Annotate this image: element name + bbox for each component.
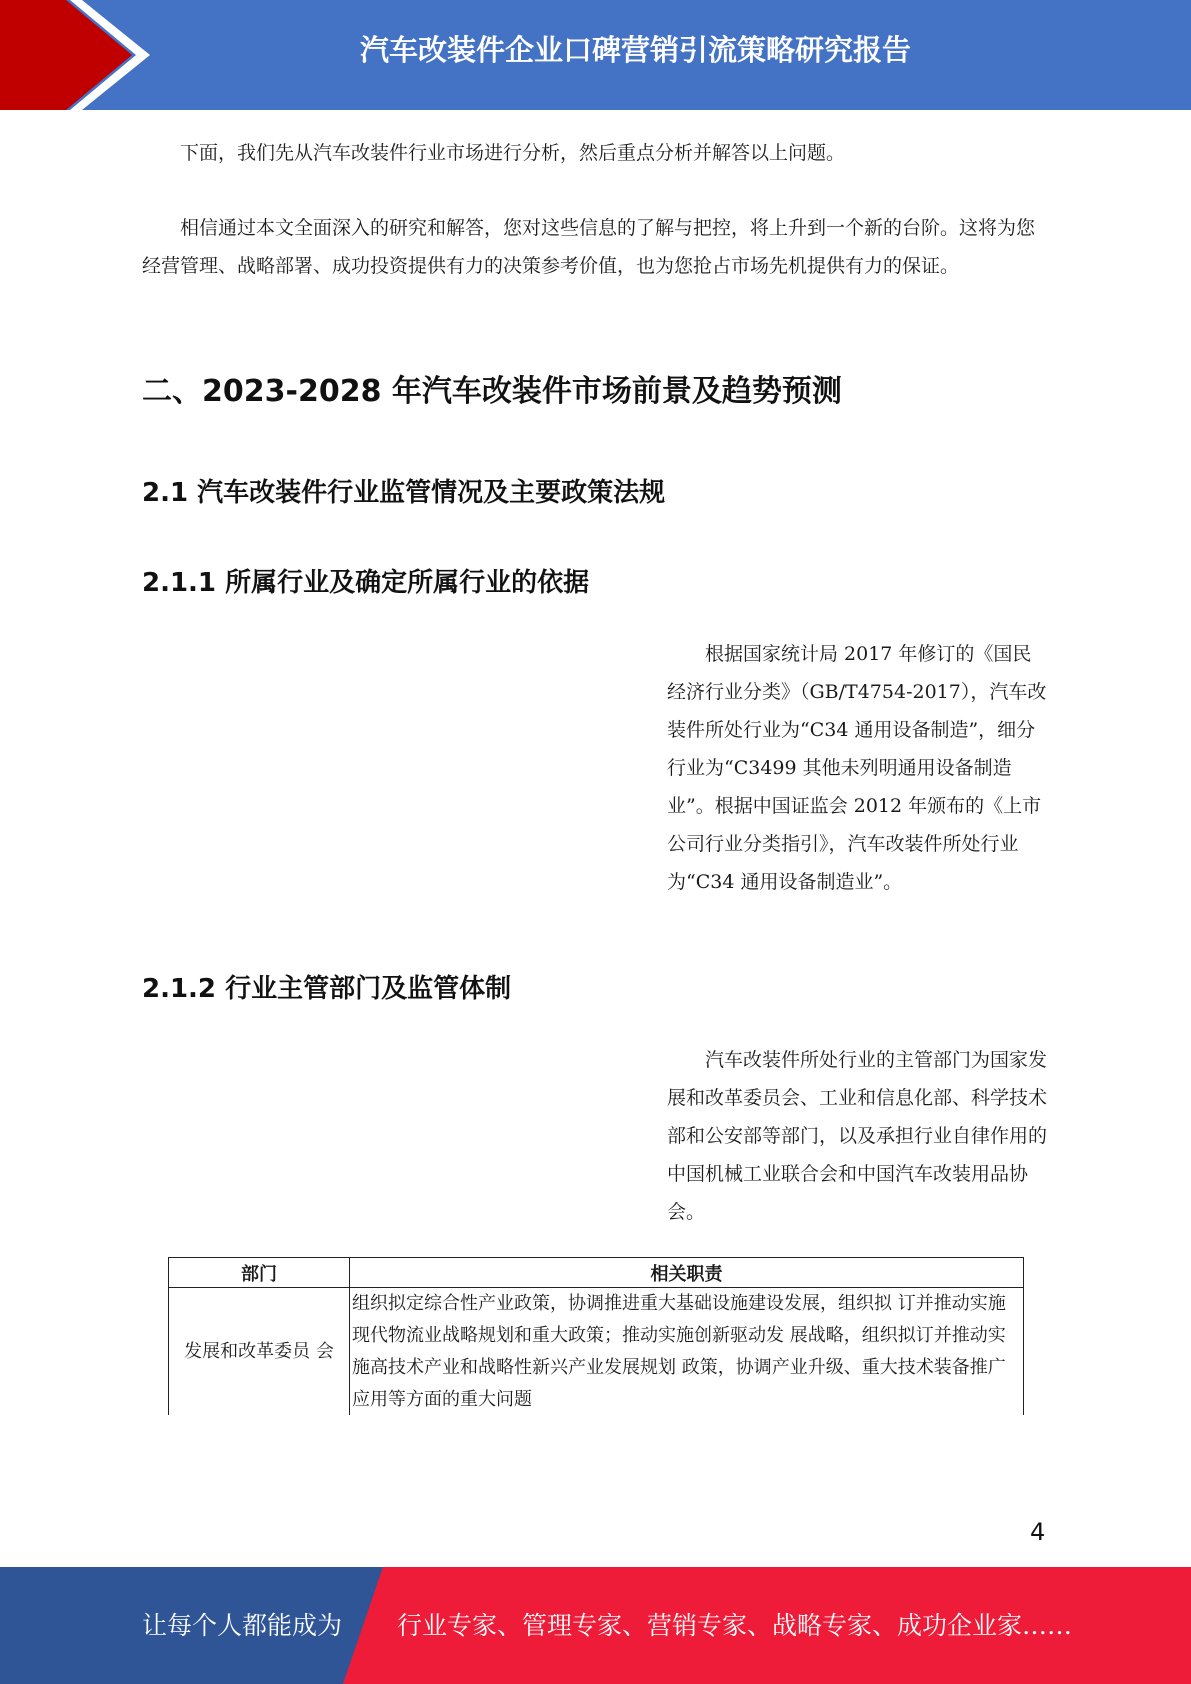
footer-slogan-left: 让每个人都能成为 [142,1611,343,1640]
intro-paragraph-2: 相信通过本文全面深入的研究和解答，您对这些信息的了解与把控，将上升到一个新的台阶。这将为您经营管理、战略部署、成功投资提供有力的决策参考价值，也为您抢占市场先机提供有力的保证。 [142,217,1036,277]
regulators-table [168,1257,1024,1415]
table-header-duty: 相关职责 [350,1258,1024,1288]
section-2-heading: 二、2023-2028 年汽车改装件市场前景及趋势预测 [142,374,842,409]
page-header [0,0,1191,110]
section-2-1-1-heading: 2.1.1 所属行业及确定所属行业的依据 [142,568,590,598]
table-cell-dept: 发展和改革委员 会 [169,1288,350,1416]
page-footer [0,1567,1191,1684]
regulators-table-container [160,1250,1040,1415]
section-2-1-2-heading: 2.1.2 行业主管部门及监管体制 [142,974,512,1004]
intro-paragraph-1: 下面，我们先从汽车改装件行业市场进行分析，然后重点分析并解答以上问题。 [180,142,846,164]
table-row [169,1288,1024,1416]
table-header-dept: 部门 [169,1258,350,1288]
header-title: 汽车改装件企业口碑营销引流策略研究报告 [359,33,911,67]
section-2-1-2-text: 汽车改装件所处行业的主管部门为国家发展和改革委员会、工业和信息化部、科学技术部和公安部等部门，以及承担行业自律作用的中国机械工业联合会和中国汽车改装用品协会。 [667,1049,1048,1223]
section-2-1-heading: 2.1 汽车改装件行业监管情况及主要政策法规 [142,478,666,508]
table-header-row [169,1258,1024,1288]
section-2-1-1-text: 根据国家统计局 2017 年修订的《国民经济行业分类》（GB/T4754-2017），汽车改装件所处行业为“C34 通用设备制造”，细分行业为“C3499 其他未列明通用设备制造业”。根据中国证监会 2012 年颁布的《上市公司行业分类指引》，汽车改装件所处行业为“C34 通用设备制造业”。 [667,643,1047,893]
footer-slogan-right: 行业专家、管理专家、营销专家、战略专家、成功企业家…… [397,1611,1073,1640]
page-number: 4 [1030,1518,1046,1546]
table-cell-duty: 组织拟定综合性产业政策，协调推进重大基础设施建设发展，组织拟 订并推动实施现代物流业战略规划和重大政策；推动实施创新驱动发 展战略，组织拟订并推动实施高技术产业和战略性新兴产业发展规划 政策，协调产业升级、重大技术装备推广应用等方面的重大问题 [350,1288,1024,1416]
